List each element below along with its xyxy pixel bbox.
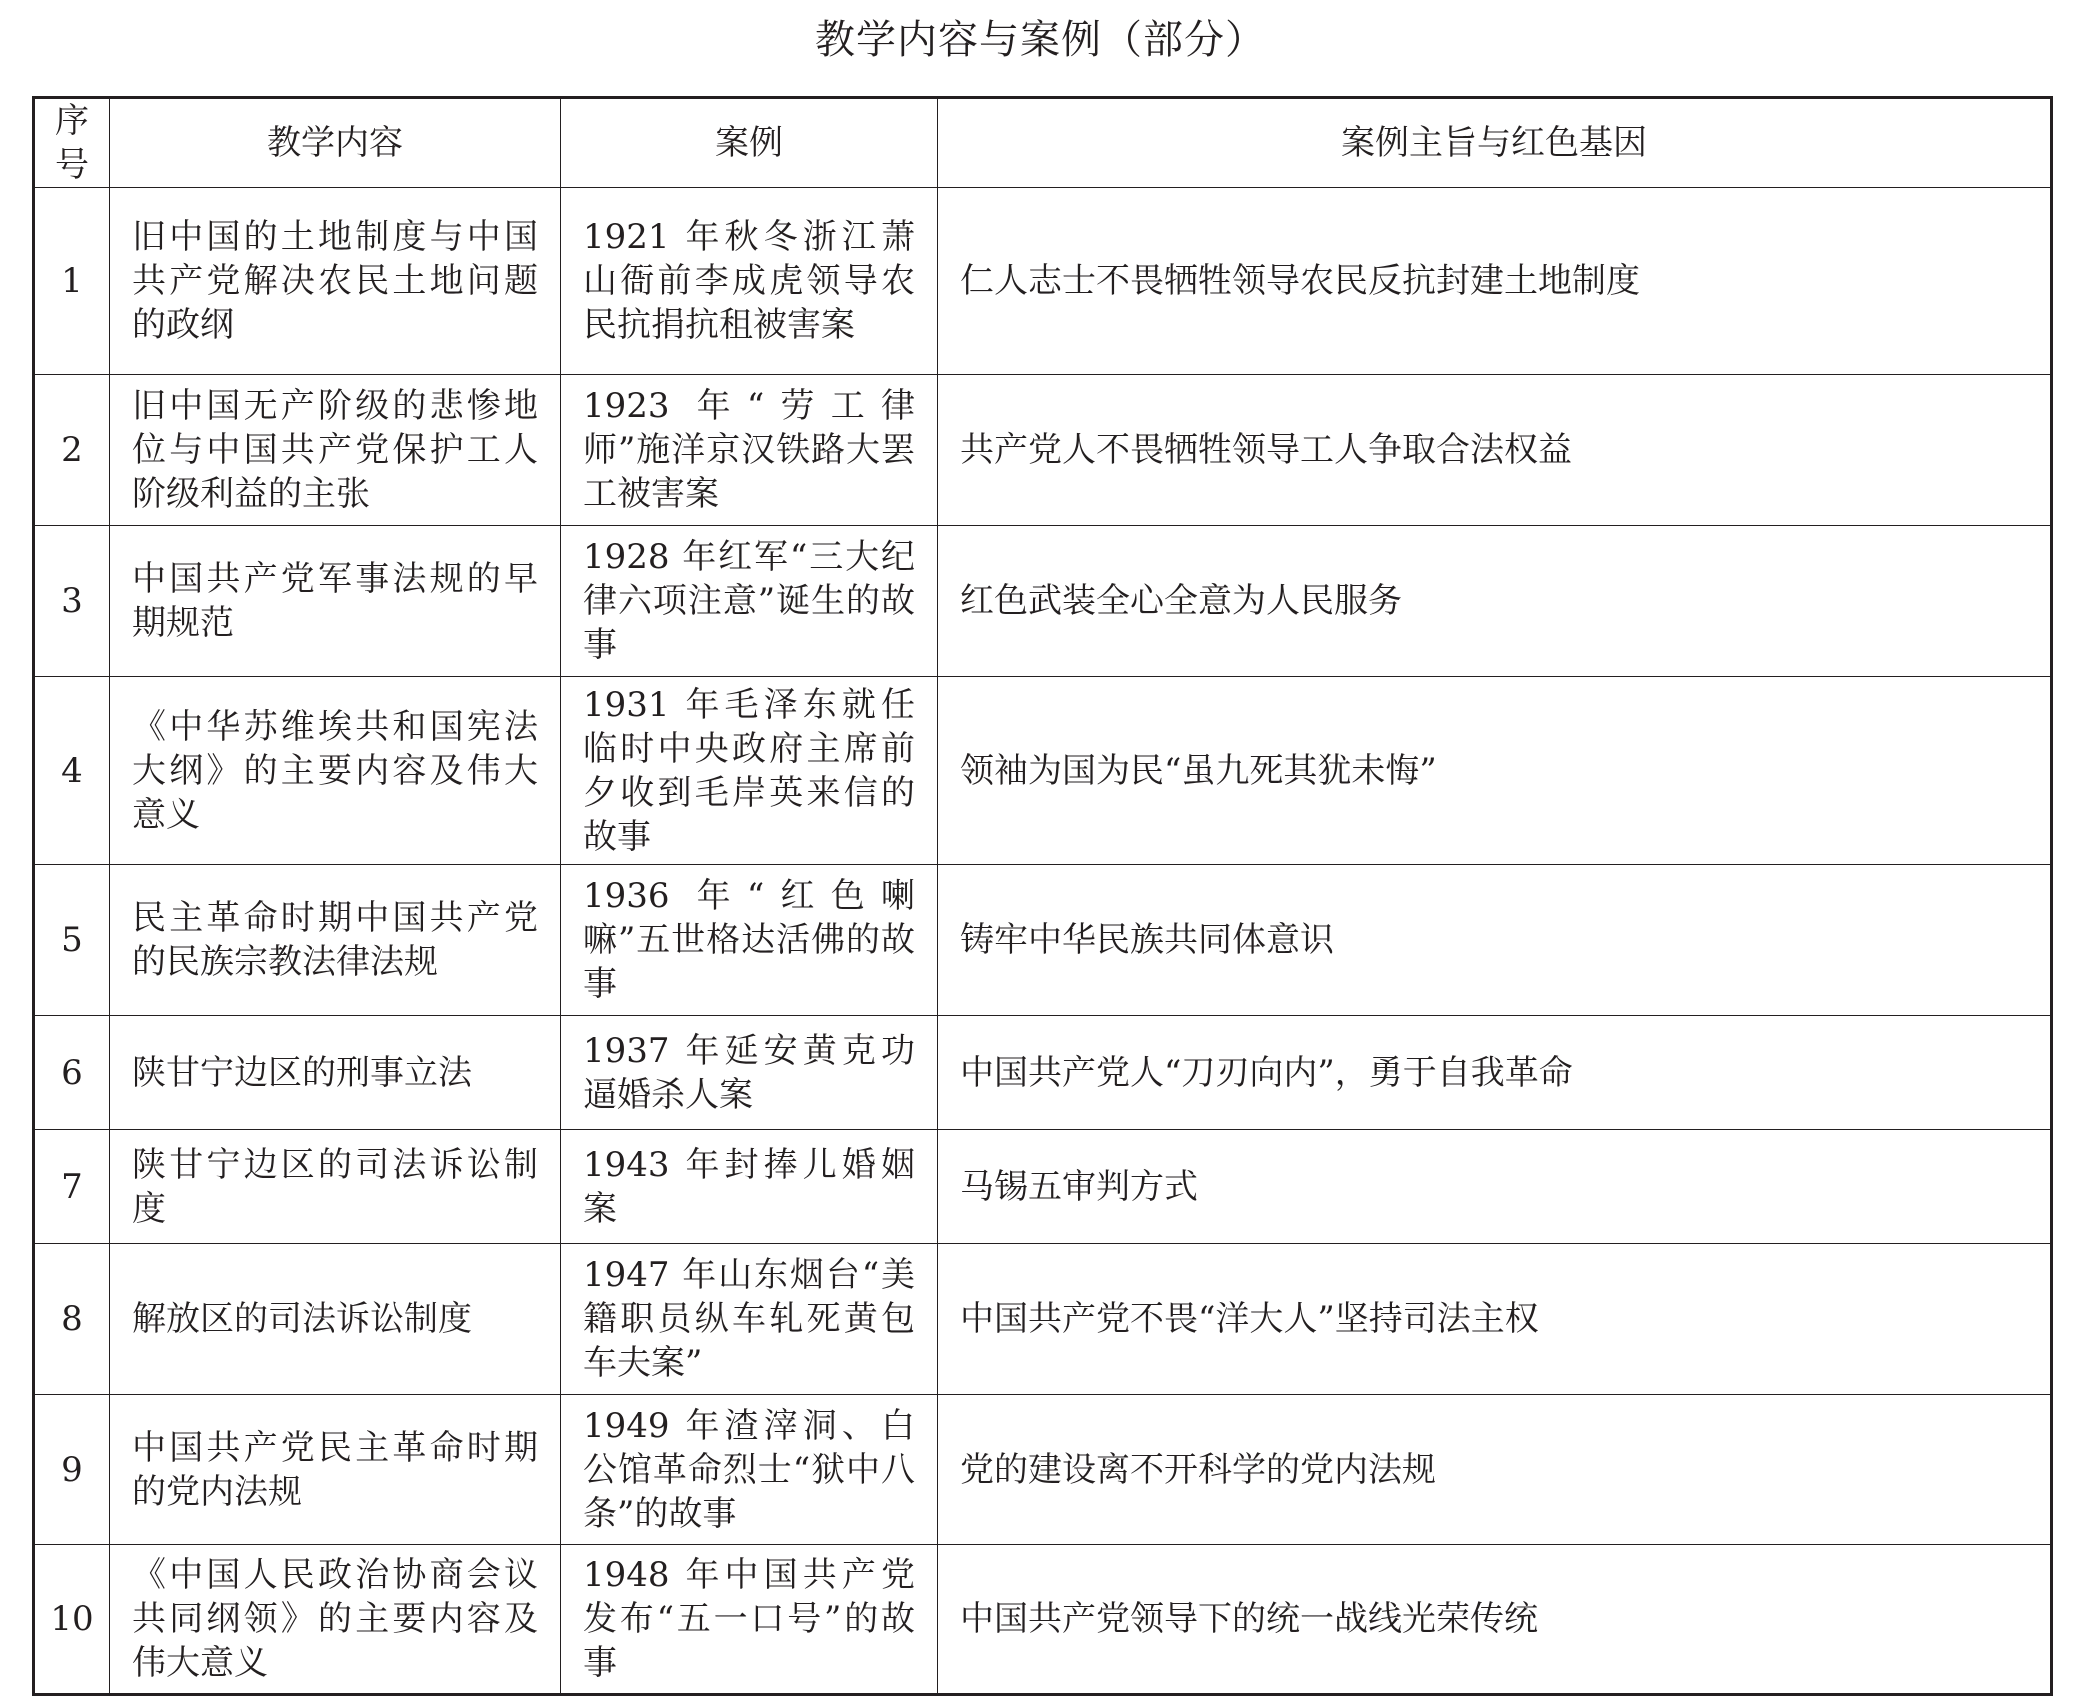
teaching-content: 《中华苏维埃共和国宪法大纲》的主要内容及伟大意义 bbox=[110, 677, 561, 865]
row-number: 10 bbox=[34, 1545, 110, 1695]
table-row bbox=[34, 1244, 2052, 1395]
row-number: 2 bbox=[34, 375, 110, 526]
case: 1948 年中国共产党发布“五一口号”的故事 bbox=[561, 1545, 938, 1695]
case-theme: 党的建设离不开科学的党内法规 bbox=[938, 1395, 2052, 1545]
row-number: 3 bbox=[34, 526, 110, 677]
header-content: 教学内容 bbox=[110, 98, 561, 188]
table-row bbox=[34, 526, 2052, 677]
table-row bbox=[34, 677, 2052, 865]
teaching-content: 陕甘宁边区的司法诉讼制度 bbox=[110, 1130, 561, 1244]
content-case-table bbox=[32, 96, 2053, 1696]
teaching-content: 陕甘宁边区的刑事立法 bbox=[110, 1016, 561, 1130]
table-row bbox=[34, 188, 2052, 375]
table-row bbox=[34, 1016, 2052, 1130]
case-theme: 中国共产党不畏“洋大人”坚持司法主权 bbox=[938, 1244, 2052, 1395]
row-number: 5 bbox=[34, 865, 110, 1016]
case: 1931 年毛泽东就任临时中央政府主席前夕收到毛岸英来信的故事 bbox=[561, 677, 938, 865]
case: 1936 年“红色喇嘛”五世格达活佛的故事 bbox=[561, 865, 938, 1016]
case: 1928 年红军“三大纪律六项注意”诞生的故事 bbox=[561, 526, 938, 677]
header-theme: 案例主旨与红色基因 bbox=[938, 98, 2052, 188]
row-number: 9 bbox=[34, 1395, 110, 1545]
case-theme: 马锡五审判方式 bbox=[938, 1130, 2052, 1244]
case-theme: 铸牢中华民族共同体意识 bbox=[938, 865, 2052, 1016]
teaching-content: 中国共产党民主革命时期的党内法规 bbox=[110, 1395, 561, 1545]
case: 1921 年秋冬浙江萧山衙前李成虎领导农民抗捐抗租被害案 bbox=[561, 188, 938, 375]
case-theme: 共产党人不畏牺牲领导工人争取合法权益 bbox=[938, 375, 2052, 526]
teaching-content: 解放区的司法诉讼制度 bbox=[110, 1244, 561, 1395]
case: 1937 年延安黄克功逼婚杀人案 bbox=[561, 1016, 938, 1130]
table-row bbox=[34, 375, 2052, 526]
row-number: 4 bbox=[34, 677, 110, 865]
case-theme: 中国共产党领导下的统一战线光荣传统 bbox=[938, 1545, 2052, 1695]
table-row bbox=[34, 1545, 2052, 1695]
table-row bbox=[34, 1395, 2052, 1545]
teaching-content: 《中国人民政治协商会议共同纲领》的主要内容及伟大意义 bbox=[110, 1545, 561, 1695]
case: 1947 年山东烟台“美籍职员纵车轧死黄包车夫案” bbox=[561, 1244, 938, 1395]
case-theme: 红色武装全心全意为人民服务 bbox=[938, 526, 2052, 677]
document-title: 教学内容与案例（部分） bbox=[815, 17, 1266, 63]
case: 1949 年渣滓洞、白公馆革命烈士“狱中八条”的故事 bbox=[561, 1395, 938, 1545]
teaching-content: 旧中国的土地制度与中国共产党解决农民土地问题的政纲 bbox=[110, 188, 561, 375]
case-theme: 领袖为国为民“虽九死其犹未悔” bbox=[938, 677, 2052, 865]
header-number: 序号 bbox=[34, 98, 110, 188]
case: 1923 年“劳工律师”施洋京汉铁路大罢工被害案 bbox=[561, 375, 938, 526]
case-theme: 中国共产党人“刀刃向内”，勇于自我革命 bbox=[938, 1016, 2052, 1130]
row-number: 7 bbox=[34, 1130, 110, 1244]
row-number: 8 bbox=[34, 1244, 110, 1395]
table-row bbox=[34, 1130, 2052, 1244]
row-number: 1 bbox=[34, 188, 110, 375]
table-header-row bbox=[34, 98, 2052, 188]
teaching-content: 中国共产党军事法规的早期规范 bbox=[110, 526, 561, 677]
case-theme: 仁人志士不畏牺牲领导农民反抗封建土地制度 bbox=[938, 188, 2052, 375]
header-case: 案例 bbox=[561, 98, 938, 188]
teaching-content: 民主革命时期中国共产党的民族宗教法律法规 bbox=[110, 865, 561, 1016]
table-row bbox=[34, 865, 2052, 1016]
teaching-content: 旧中国无产阶级的悲惨地位与中国共产党保护工人阶级利益的主张 bbox=[110, 375, 561, 526]
case: 1943 年封捧儿婚姻案 bbox=[561, 1130, 938, 1244]
row-number: 6 bbox=[34, 1016, 110, 1130]
